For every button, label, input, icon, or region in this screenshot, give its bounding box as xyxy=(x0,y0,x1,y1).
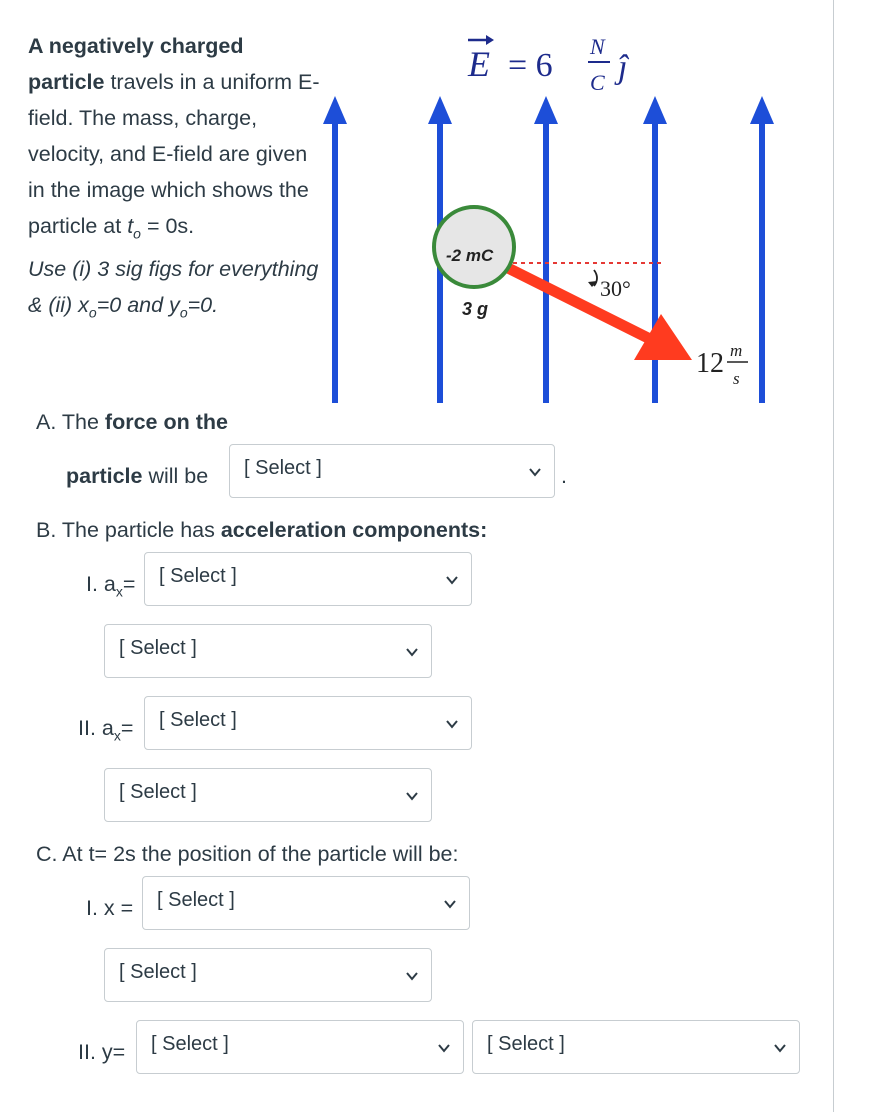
x-unit-select[interactable]: [ Select ] xyxy=(104,948,432,1002)
chevron-down-icon xyxy=(528,465,542,479)
svg-text:s: s xyxy=(733,369,740,388)
question-c: C. At t= 2s the position of the particle will be: xyxy=(36,842,459,866)
intro-text xyxy=(28,28,328,331)
chevron-down-icon xyxy=(405,789,419,803)
chevron-down-icon xyxy=(445,717,459,731)
ax-value-select[interactable]: [ Select ] xyxy=(144,552,472,606)
x-value-select[interactable]: [ Select ] xyxy=(142,876,470,930)
field-arrow xyxy=(750,96,774,403)
ax-label-1: I. $a_x=$ xyxy=(86,572,136,600)
chevron-down-icon xyxy=(773,1041,787,1055)
period: . xyxy=(561,464,567,488)
chevron-down-icon xyxy=(405,969,419,983)
question-a-line2: particle will be xyxy=(66,464,209,488)
question-b: B. The particle has acceleration components: xyxy=(36,518,488,542)
force-select[interactable]: [ Select ] xyxy=(229,444,555,498)
chevron-down-icon xyxy=(405,645,419,659)
svg-text:C: C xyxy=(590,70,605,95)
svg-text:E: E xyxy=(468,44,490,84)
particle xyxy=(434,207,514,319)
ay-value-select[interactable]: [ Select ] xyxy=(144,696,472,750)
efield-label xyxy=(467,34,630,95)
ax-label-2: II. $a_x=$ xyxy=(78,716,134,744)
y-unit-select[interactable]: [ Select ] xyxy=(472,1020,800,1074)
svg-text:N: N xyxy=(590,34,605,59)
svg-text:12: 12 xyxy=(696,348,724,379)
chevron-down-icon xyxy=(437,1041,451,1055)
svg-text:30°: 30° xyxy=(600,276,631,301)
svg-text:= 6: = 6 xyxy=(508,47,553,84)
speed-label xyxy=(696,341,748,388)
question-a-line1: A. The force on the xyxy=(36,410,228,434)
field-arrow xyxy=(323,96,347,403)
efield-diagram xyxy=(318,20,788,410)
svg-text:m: m xyxy=(730,341,743,360)
chevron-down-icon xyxy=(443,897,457,911)
ay-unit-select[interactable]: [ Select ] xyxy=(104,768,432,822)
instructions: Use (i) 3 sig figs for everything & (ii) $x_o=0$ and $y_o=0$. xyxy=(28,257,319,321)
angle-label xyxy=(588,270,631,301)
svg-text:ĵ: ĵ xyxy=(618,49,628,86)
svg-text:-2 mC: -2 mC xyxy=(446,246,494,265)
ax-unit-select[interactable]: [ Select ] xyxy=(104,624,432,678)
chevron-down-icon xyxy=(445,573,459,587)
y-label: II. y= xyxy=(78,1040,126,1064)
x-label: I. x = xyxy=(86,896,134,920)
intro-paragraph: A negatively charged particle travels in a uniform E-field. The mass, charge, velocity, and E-field are given in the image which shows the particle at $t_o = 0s$. xyxy=(28,34,320,242)
y-value-select[interactable]: [ Select ] xyxy=(136,1020,464,1074)
svg-text:3 g: 3 g xyxy=(462,299,489,319)
right-border xyxy=(833,0,834,1112)
field-arrow xyxy=(534,96,558,403)
